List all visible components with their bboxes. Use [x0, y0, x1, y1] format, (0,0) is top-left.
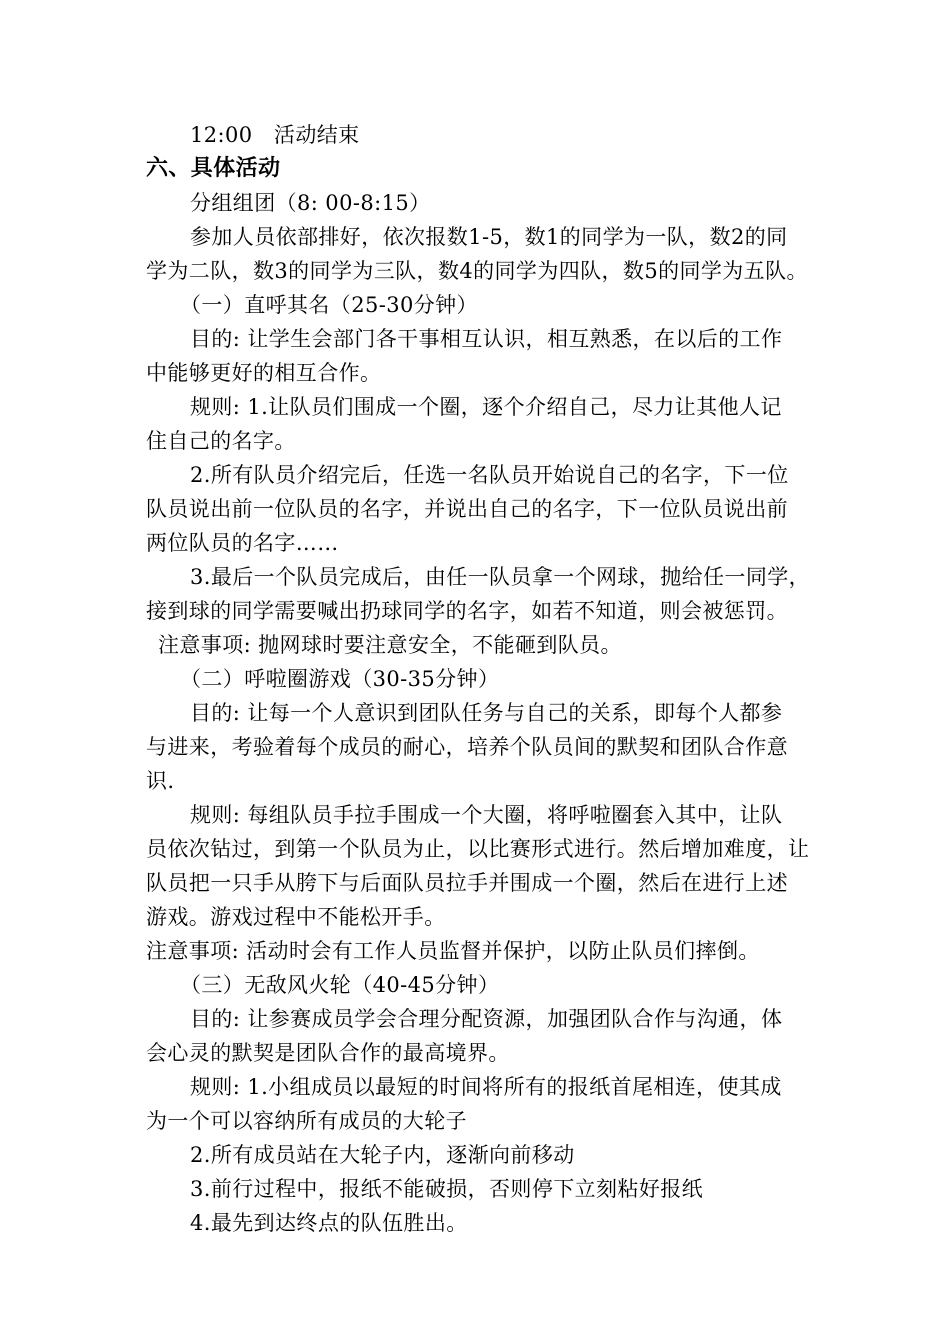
paragraph-line: 规则: 1.小组成员以最短的时间将所有的报纸首尾相连，使其成: [190, 1075, 782, 1099]
paragraph-line: 员依次钻过，到第一个队员为止，以比赛形式进行。然后增加难度，让: [146, 837, 810, 861]
paragraph-line: 两位队员的名字……: [146, 531, 339, 555]
paragraph-line: 住自己的名字。: [146, 429, 296, 453]
paragraph-line: 目的: 让每一个人意识到团队任务与自己的关系，即每个人都参: [190, 701, 783, 725]
subheading-grouping: 分组组团（8: 00-8:15）: [190, 191, 431, 215]
paragraph-line: 中能够更好的相互合作。: [146, 361, 382, 385]
paragraph-line: 会心灵的默契是团队合作的最高境界。: [146, 1041, 510, 1065]
paragraph-line: 目的: 让学生会部门各干事相互认识，相互熟悉，在以后的工作: [190, 327, 783, 351]
paragraph-line: 规则: 每组队员手拉手围成一个大圈，将呼啦圈套入其中，让队: [190, 803, 783, 827]
paragraph-line: 队员说出前一位队员的名字，并说出自己的名字，下一位队员说出前: [146, 497, 788, 521]
paragraph-line: 与进来，考验着每个成员的耐心，培养个队员间的默契和团队合作意: [146, 735, 788, 759]
paragraph-line: 目的: 让参赛成员学会合理分配资源，加强团队合作与沟通，体: [190, 1007, 783, 1031]
paragraph-line: 3.前行过程中，报纸不能破损，否则停下立刻粘好报纸: [190, 1177, 704, 1201]
schedule-line-end: 12:00 活动结束: [190, 123, 360, 147]
subheading-activity-3: （三）无敌风火轮（40-45分钟）: [180, 973, 500, 997]
paragraph-line: 3.最后一个队员完成后，由任一队员拿一个网球，抛给任一同学，: [190, 565, 811, 589]
paragraph-line: 为一个可以容纳所有成员的大轮子: [146, 1109, 467, 1133]
paragraph-line: 游戏。游戏过程中不能松开手。: [146, 905, 446, 929]
paragraph-line: 识.: [146, 769, 175, 793]
paragraph-line: 学为二队，数3的同学为三队，数4的同学为四队，数5的同学为五队。: [146, 259, 808, 283]
paragraph-line: 2.所有成员站在大轮子内，逐渐向前移动: [190, 1143, 575, 1167]
paragraph-line: 接到球的同学需要喊出扔球同学的名字，如若不知道，则会被惩罚。: [146, 599, 788, 623]
paragraph-line: 规则: 1.让队员们围成一个圈，逐个介绍自己，尽力让其他人记: [190, 395, 782, 419]
paragraph-line: 2.所有队员介绍完后，任选一名队员开始说自己的名字，下一位: [190, 463, 789, 487]
note-line: 注意事项: 活动时会有工作人员监督并保护，以防止队员们摔倒。: [146, 939, 760, 963]
subheading-activity-1: （一）直呼其名（25-30分钟）: [180, 293, 478, 317]
paragraph-line: 4.最先到达终点的队伍胜出。: [190, 1211, 468, 1235]
section-heading: 六、具体活动: [146, 156, 281, 181]
paragraph-line: 参加人员依部排好，依次报数1-5，数1的同学为一队，数2的同: [190, 225, 788, 249]
subheading-activity-2: （二）呼啦圈游戏（30-35分钟）: [180, 667, 500, 691]
note-line: 注意事项: 抛网球时要注意安全，不能砸到队员。: [158, 633, 622, 657]
paragraph-line: 队员把一只手从胯下与后面队员拉手并围成一个圈，然后在进行上述: [146, 871, 788, 895]
